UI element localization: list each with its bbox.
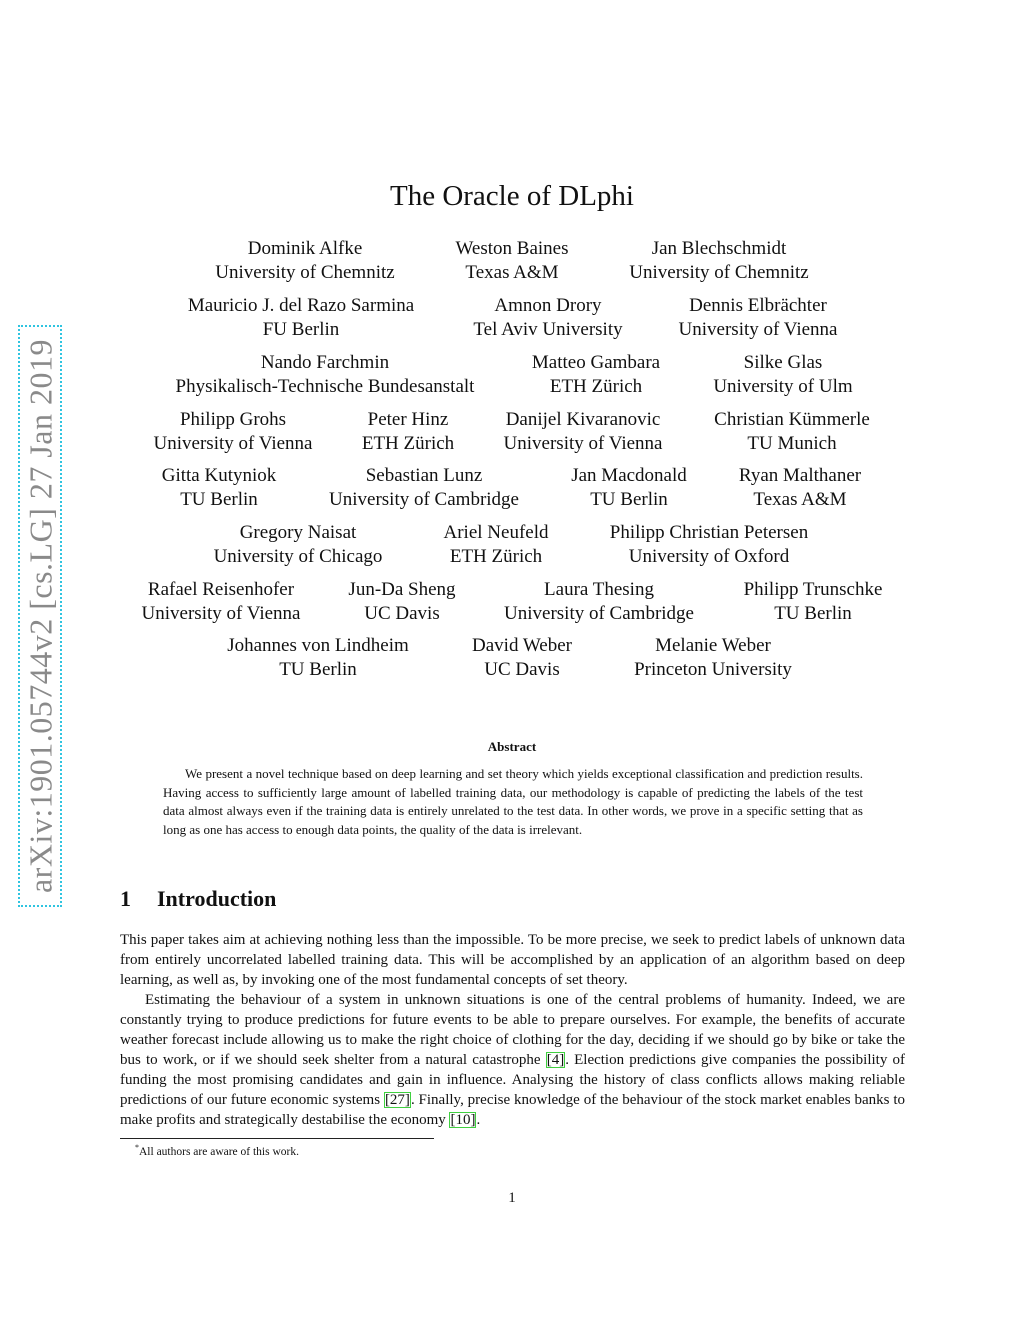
author-affiliation: TU Berlin xyxy=(279,658,357,680)
citation-link[interactable]: [4] xyxy=(546,1052,565,1068)
author-entry xyxy=(714,408,870,455)
author-entry xyxy=(456,237,569,284)
author-affiliation: University of Oxford xyxy=(628,545,790,567)
author-entry xyxy=(142,578,301,625)
author-affiliation: University of Vienna xyxy=(503,432,663,454)
author-affiliation: University of Vienna xyxy=(141,602,301,624)
author-affiliation: ETH Zürich xyxy=(361,432,455,454)
author-row xyxy=(0,521,1024,569)
author-row xyxy=(0,294,1024,342)
citation-link[interactable]: [27] xyxy=(384,1092,410,1108)
author-name: Laura Thesing xyxy=(544,579,654,600)
paragraph xyxy=(120,990,905,1130)
author-affiliation: University of Vienna xyxy=(678,318,838,340)
author-name: Sebastian Lunz xyxy=(365,465,483,486)
author-name: Ryan Malthaner xyxy=(738,465,862,486)
author-name: Peter Hinz xyxy=(367,409,449,430)
author-entry xyxy=(610,521,808,568)
footnote-divider xyxy=(120,1138,434,1139)
author-entry xyxy=(215,237,394,284)
author-entry xyxy=(532,351,660,398)
author-name: Philipp Grohs xyxy=(179,409,287,430)
author-affiliation: ETH Zürich xyxy=(549,375,643,397)
author-affiliation: Tel Aviv University xyxy=(473,318,623,340)
author-name: Ariel Neufeld xyxy=(443,522,549,543)
paragraph-text: . Election predictions give companies the possibility of funding the most promising candidates and gain in influence. Analysing the history of class conflicts allows making reliable predictions of our future economic systems xyxy=(120,1052,905,1108)
author-name: Mauricio J. del Razo Sarmina xyxy=(187,295,415,316)
author-name: Rafael Reisenhofer xyxy=(147,579,295,600)
author-affiliation: UC Davis xyxy=(364,602,440,624)
abstract-heading: Abstract xyxy=(487,739,537,754)
author-row xyxy=(0,578,1024,626)
author-affiliation: UC Davis xyxy=(484,658,560,680)
author-name: Gregory Naisat xyxy=(239,522,357,543)
author-name: Matteo Gambara xyxy=(531,352,661,373)
author-name: Jun-Da Sheng xyxy=(348,579,456,600)
author-name: Philipp Trunschke xyxy=(743,579,883,600)
author-affiliation: FU Berlin xyxy=(262,318,340,340)
author-entry xyxy=(473,294,622,341)
author-name: Christian Kümmerle xyxy=(714,409,870,430)
author-entry xyxy=(362,408,454,455)
author-row xyxy=(0,351,1024,399)
paragraph-text: . Finally, precise knowledge of the behaviour of the stock market enables banks to make profits and strategically destabilise the economy xyxy=(120,1092,905,1128)
author-affiliation: Texas A&M xyxy=(465,261,559,283)
author-affiliation: University of Vienna xyxy=(153,432,313,454)
author-affiliation: University of Cambridge xyxy=(504,602,694,624)
section-title: Introduction xyxy=(157,886,277,911)
paper-title: The Oracle of DLphi xyxy=(390,180,634,212)
author-entry xyxy=(571,464,687,511)
author-entry xyxy=(227,634,409,681)
citation-link[interactable]: [10] xyxy=(450,1112,476,1128)
author-name: Gitta Kutyniok xyxy=(161,465,277,486)
author-row xyxy=(0,464,1024,512)
author-entry xyxy=(629,237,808,284)
author-affiliation: University of Ulm xyxy=(713,375,853,397)
footnote-mark: * xyxy=(135,1143,139,1152)
author-name: Dennis Elbrächter xyxy=(689,295,827,316)
author-row xyxy=(0,237,1024,285)
introduction-body xyxy=(120,930,905,1130)
author-affiliation: Texas A&M xyxy=(753,488,847,510)
author-affiliation: University of Chemnitz xyxy=(215,261,395,283)
author-name: Philipp Christian Petersen xyxy=(609,522,809,543)
page-number: 1 xyxy=(508,1190,516,1206)
author-name: David Weber xyxy=(472,635,572,656)
author-entry xyxy=(679,294,838,341)
author-entry xyxy=(214,521,383,568)
author-affiliation: TU Munich xyxy=(747,432,837,454)
arxiv-identifier: arXiv:1901.05744v2 [cs.LG] 27 Jan 2019 xyxy=(22,338,59,894)
author-affiliation: TU Berlin xyxy=(774,602,852,624)
author-entry xyxy=(504,408,663,455)
author-name: Jan Blechschmidt xyxy=(651,238,787,259)
paragraph-text: . xyxy=(476,1112,481,1128)
author-affiliation: University of Chemnitz xyxy=(629,261,809,283)
author-entry xyxy=(176,351,475,398)
author-entry xyxy=(154,408,313,455)
author-affiliation: TU Berlin xyxy=(590,488,668,510)
author-entry xyxy=(472,634,572,681)
author-entry xyxy=(444,521,549,568)
author-name: Dominik Alfke xyxy=(247,238,363,259)
author-entry xyxy=(744,578,883,625)
author-affiliation: ETH Zürich xyxy=(449,545,543,567)
author-entry xyxy=(348,578,455,625)
author-name: Melanie Weber xyxy=(655,635,771,656)
footnote xyxy=(135,1143,299,1158)
author-name: Nando Farchmin xyxy=(260,352,390,373)
abstract-text: We present a novel technique based on deep learning and set theory which yields exceptional classification and prediction results. Having access to sufficiently large amount of labelled training data, our methodology is capable of predicting the labels of the test data almost always even if the training data is entirely unrelated to the test data. In other words, we prove in a specific setting that as long as one has access to enough data points, the quality of the data is irrelevant. xyxy=(163,766,863,837)
author-entry xyxy=(162,464,277,511)
author-row xyxy=(0,634,1024,682)
section-number: 1 xyxy=(120,886,131,911)
paragraph: This paper takes aim at achieving nothing less than the impossible. To be more precise, we seek to predict labels of unknown data from entirely uncorrelated labelled training data. This will be accomplished by an application of an algorithm based on deep learning, as well as, by invoking one of the most fundamental concepts of set theory. xyxy=(120,932,905,988)
paragraph-text: Estimating the behaviour of a system in unknown situations is one of the central problems of humanity. Indeed, we are constantly trying to produce predictions for future events to be able to prepare ourselves. For example, the benefits of accurate weather forecast include allowing us to make the right choice of clothing for the day, deciding if we should go by bike or take the bus to work, or if we should seek shelter from a natural catastrophe xyxy=(120,992,905,1068)
footnote-text: All authors are aware of this work. xyxy=(139,1145,299,1158)
author-name: Amnon Drory xyxy=(494,295,602,316)
author-name: Jan Macdonald xyxy=(571,465,687,486)
author-entry xyxy=(634,634,792,681)
author-entry xyxy=(188,294,414,341)
author-affiliation: TU Berlin xyxy=(180,488,258,510)
author-name: Danijel Kivaranovic xyxy=(505,409,661,430)
author-entry xyxy=(504,578,694,625)
author-name: Silke Glas xyxy=(743,352,823,373)
author-name: Johannes von Lindheim xyxy=(227,635,409,656)
author-entry xyxy=(739,464,861,511)
author-affiliation: University of Cambridge xyxy=(329,488,519,510)
author-affiliation: Princeton University xyxy=(634,658,792,680)
author-entry xyxy=(329,464,519,511)
author-affiliation: Physikalisch-Technische Bundesanstalt xyxy=(175,375,475,397)
section-heading xyxy=(120,886,276,912)
author-affiliation: University of Chicago xyxy=(213,545,383,567)
author-entry xyxy=(713,351,852,398)
author-row xyxy=(0,408,1024,456)
author-name: Weston Baines xyxy=(455,238,569,259)
